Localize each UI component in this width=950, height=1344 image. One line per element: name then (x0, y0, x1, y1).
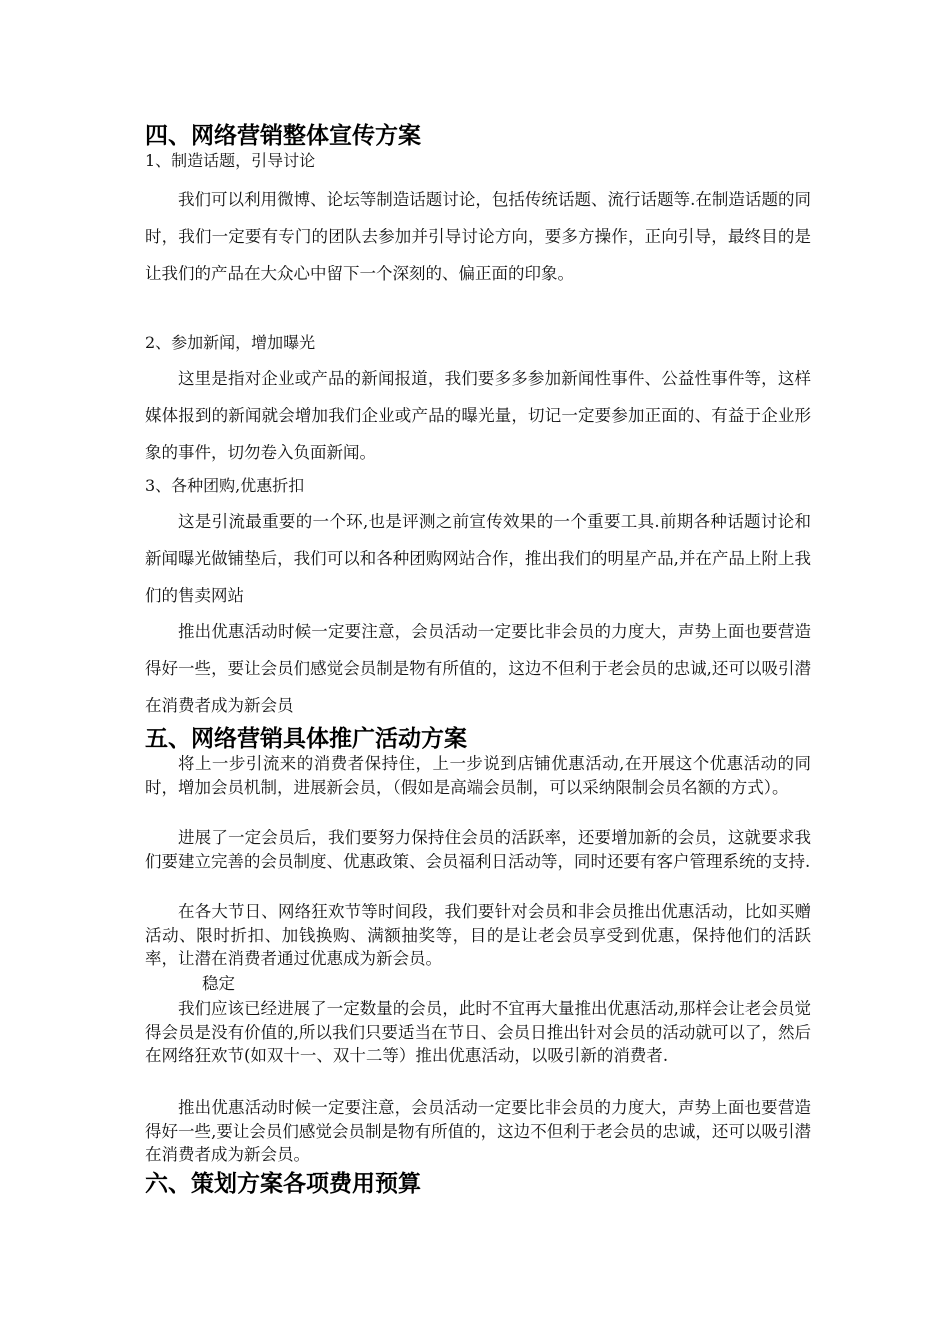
section-4-heading: 四、网络营销整体宣传方案 (145, 123, 421, 149)
item-3-paragraph-1: 这是引流最重要的一个环,也是评测之前宣传效果的一个重要工具.前期各种话题讨论和新闻曝光做铺垫后，我们可以和各种团购网站合作，推出我们的明星产品,并在产品上附上我们的售卖网站 (145, 512, 811, 605)
section-5-heading: 五、网络营销具体推广活动方案 (145, 726, 467, 752)
item-1-paragraph: 我们可以利用微博、论坛等制造话题讨论，包括传统话题、流行话题等.在制造话题的同时，我们一定要有专门的团队去参加并引导讨论方向，要多方操作，正向引导，最终目的是让我们的产品在大众心中留下一个深刻的、偏正面的印象。 (145, 190, 811, 283)
item-2-title: 2、参加新闻，增加曝光 (145, 333, 316, 352)
section-5-paragraph-3: 在各大节日、网络狂欢节等时间段，我们要针对会员和非会员推出优惠活动，比如买赠活动、限时折扣、加钱换购、满额抽奖等，目的是让老会员享受到优惠，保持他们的活跃率，让潜在消费者通过优惠成为新会员。 (145, 902, 811, 969)
section-5-paragraph-5: 推出优惠活动时候一定要注意，会员活动一定要比非会员的力度大，声势上面也要营造得好一些,要让会员们感觉会员制是物有所值的，这边不但利于老会员的忠诚，还可以吸引潜在消费者成为新会员。 (145, 1098, 811, 1165)
item-3-paragraph-2: 推出优惠活动时候一定要注意，会员活动一定要比非会员的力度大，声势上面也要营造得好一些，要让会员们感觉会员制是物有所值的，这边不但利于老会员的忠诚,还可以吸引潜在消费者成为新会员 (145, 622, 811, 715)
stable-label: 稳定 (202, 974, 235, 993)
section-5-paragraph-2: 进展了一定会员后，我们要努力保持住会员的活跃率，还要增加新的会员，这就要求我们要建立完善的会员制度、优惠政策、会员福利日活动等，同时还要有客户管理系统的支持. (145, 828, 811, 871)
item-3-title: 3、各种团购,优惠折扣 (145, 476, 305, 495)
item-2-paragraph: 这里是指对企业或产品的新闻报道，我们要多多参加新闻性事件、公益性事件等，这样媒体报到的新闻就会增加我们企业或产品的曝光量，切记一定要参加正面的、有益于企业形象的事件，切勿卷入负面新闻。 (145, 369, 811, 462)
section-5-paragraph-1: 将上一步引流来的消费者保持住，上一步说到店铺优惠活动,在开展这个优惠活动的同时，增加会员机制，进展新会员，（假如是高端会员制，可以采纳限制会员名额的方式）。 (145, 754, 811, 797)
item-1-title: 1、制造话题，引导讨论 (145, 151, 316, 170)
section-6-heading: 六、策划方案各项费用预算 (145, 1171, 421, 1197)
section-5-paragraph-4: 我们应该已经进展了一定数量的会员，此时不宜再大量推出优惠活动,那样会让老会员觉得会员是没有价值的,所以我们只要适当在节日、会员日推出针对会员的活动就可以了，然后在网络狂欢节(如双十一、双十二等）推出优惠活动，以吸引新的消费者. (145, 999, 811, 1066)
